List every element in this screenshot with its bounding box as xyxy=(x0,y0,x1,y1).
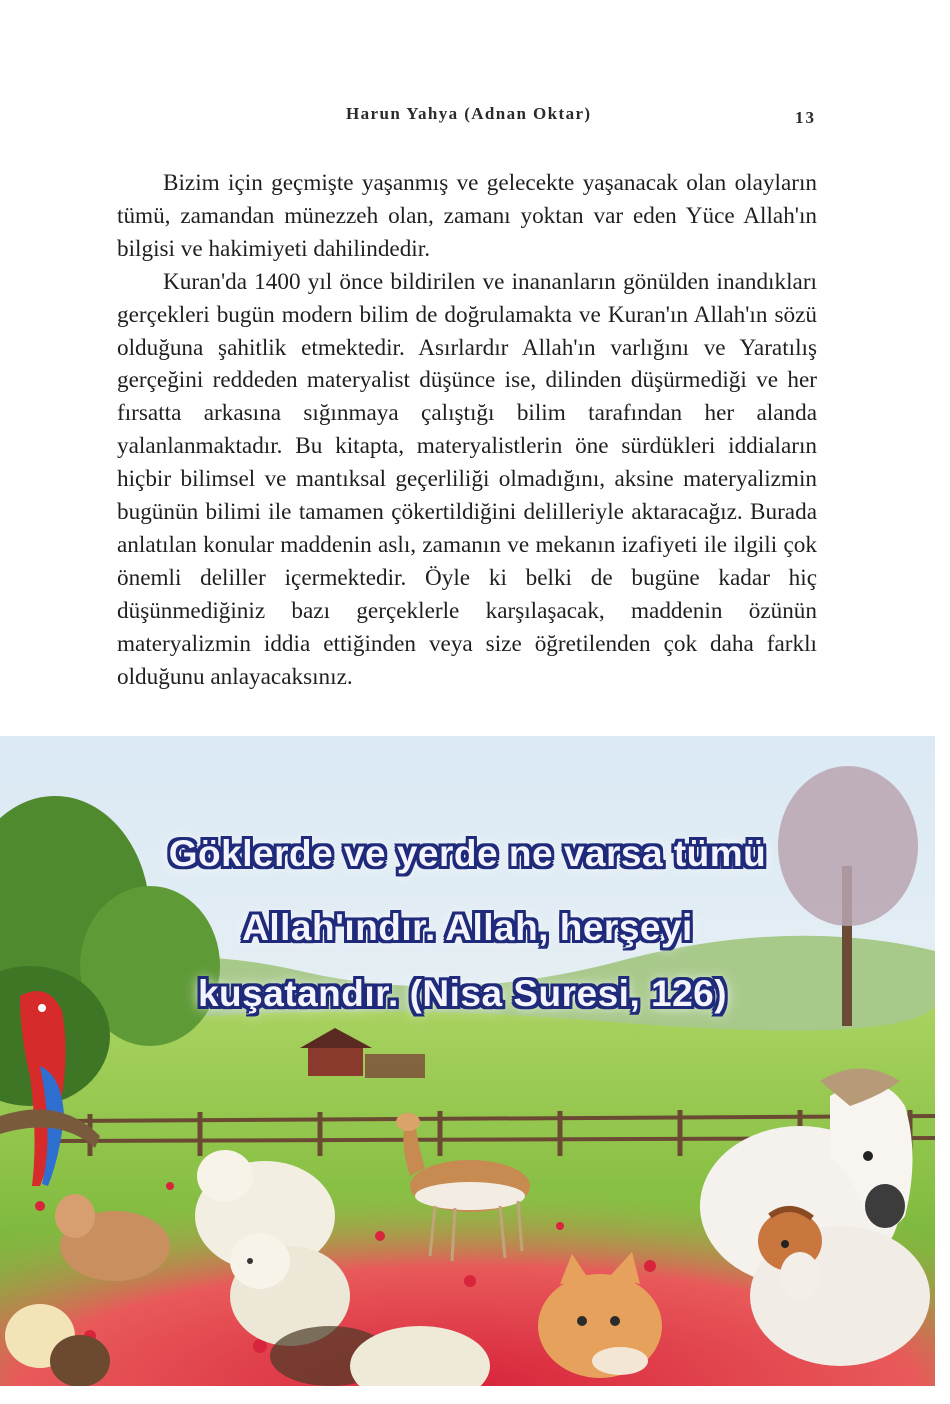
quote-line: kuşatandır. (Nisa Suresi, 126) xyxy=(197,973,728,1014)
running-header-author: Harun Yahya (Adnan Oktar) xyxy=(346,104,592,123)
body-text xyxy=(117,167,817,694)
quote-line: Göklerde ve yerde ne varsa tümü xyxy=(168,833,767,874)
paragraph: Kuran'da 1400 yıl önce bildirilen ve inananların gönülden inandıkları gerçekleri bugün modern bilim de doğrulamakta ve Kuran'ın Allah'ın sözü olduğuna şahitlik etmektedir. Asırlardır Allah'ın varlığını ve Yaratılış gerçeğini reddeden materyalist düşünce ise, dilinden düşürmediği ve her fırsatta arkasına sığınmaya çalıştığı bilim tarafından her alanda yalanlanmaktadır. Bu kitapta, materyalistlerin öne sürdükleri iddiaların hiçbir bilimsel ve mantıksal geçerliliği olmadığını, aksine materyalizmin bugünün bilimi ile tamamen çökertildiğini delilleriyle aktaracağız. Burada anlatılan konular maddenin aslı, zamanın ve mekanın izafiyeti ile ilgili çok önemli deliller içermektedir. Öyle ki belki de bugüne kadar hiç düşünmediğiniz bazı gerçeklerle karşılaşacak, maddenin özünün materyalizmin iddia ettiğinden veya size öğretilenden çok daha farklı olduğunu anlayacaksınız. xyxy=(117,268,817,690)
running-header xyxy=(0,104,950,128)
paragraph: Bizim için geçmişte yaşanmış ve gelecekte yaşanacak olan olayların tümü, zamandan münezzeh olan, zamanı yoktan var eden Yüce Allah'ın bilgisi ve hakimiyeti dahilindedir. xyxy=(117,170,817,262)
illustration-quote xyxy=(0,828,935,1020)
quote-line: Allah'ındır. Allah, herşeyi xyxy=(242,907,693,948)
illustration-farm-scene xyxy=(0,736,935,1386)
page-number: 13 xyxy=(795,108,816,127)
